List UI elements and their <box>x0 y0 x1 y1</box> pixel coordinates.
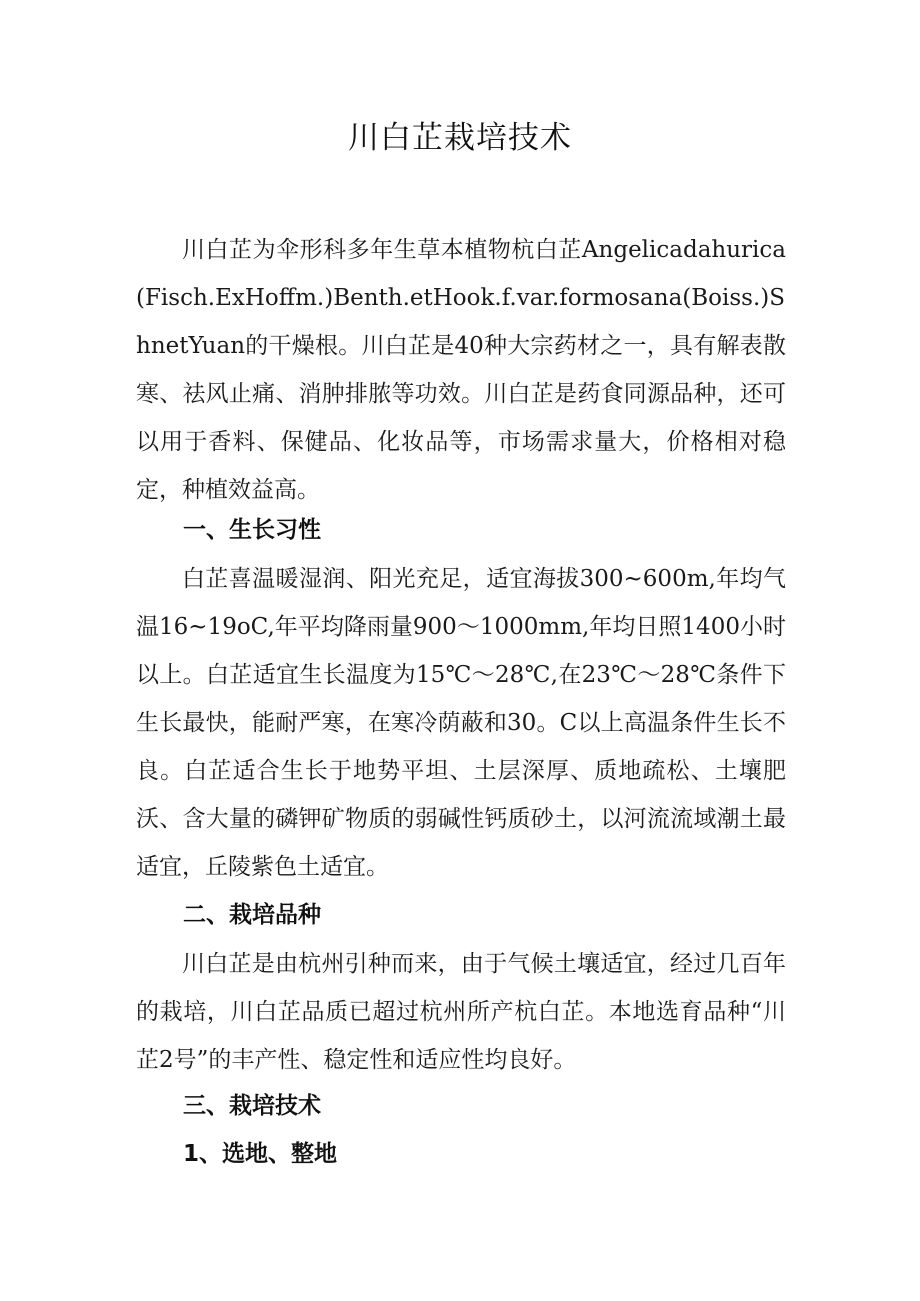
growth-habits-paragraph: 白芷喜温暖湿润、阳光充足，适宜海拔300~600m,年均气温16~19oC,年平均降雨量900～1000mm,年均日照1400小时以上。白芷适宜生长温度为15℃～28℃,在23℃～28℃条件下生长最快，能耐严寒，在寒冷荫蔽和30。C以上高温条件生长不良。白芷适合生长于地势平坦、土层深厚、质地疏松、土壤肥沃、含大量的磷钾矿物质的弱碱性钙质砂土，以河流流域潮土最适宜，丘陵紫色土适宜。 <box>136 566 786 880</box>
subsection-heading-site-selection: 1、选地、整地 <box>183 1141 338 1167</box>
varieties-paragraph: 川白芷是由杭州引种而来，由于气候土壤适宜，经过几百年的栽培，川白芷品质已超过杭州所产杭白芷。本地选育品种“川芷2号”的丰产性、稳定性和适应性均良好。 <box>136 951 786 1073</box>
section-heading-growth-habits: 一、生长习性 <box>183 517 321 543</box>
intro-paragraph: 川白芷为伞形科多年生草本植物杭白芷Angelicadahurica(Fisch.ExHoffm.)Benth.etHook.f.var.formosana(Boiss.)ShnetYuan的干燥根。川白芷是40种大宗药材之一，具有解表散寒、祛风止痛、消肿排脓等功效。川白芷是药食同源品种，还可以用于香料、保健品、化妆品等，市场需求量大，价格相对稳定，种植效益高。 <box>136 237 786 503</box>
section-heading-varieties: 二、栽培品种 <box>183 902 321 928</box>
document-title: 川白芷栽培技术 <box>348 120 572 156</box>
section-heading-techniques: 三、栽培技术 <box>183 1093 321 1119</box>
